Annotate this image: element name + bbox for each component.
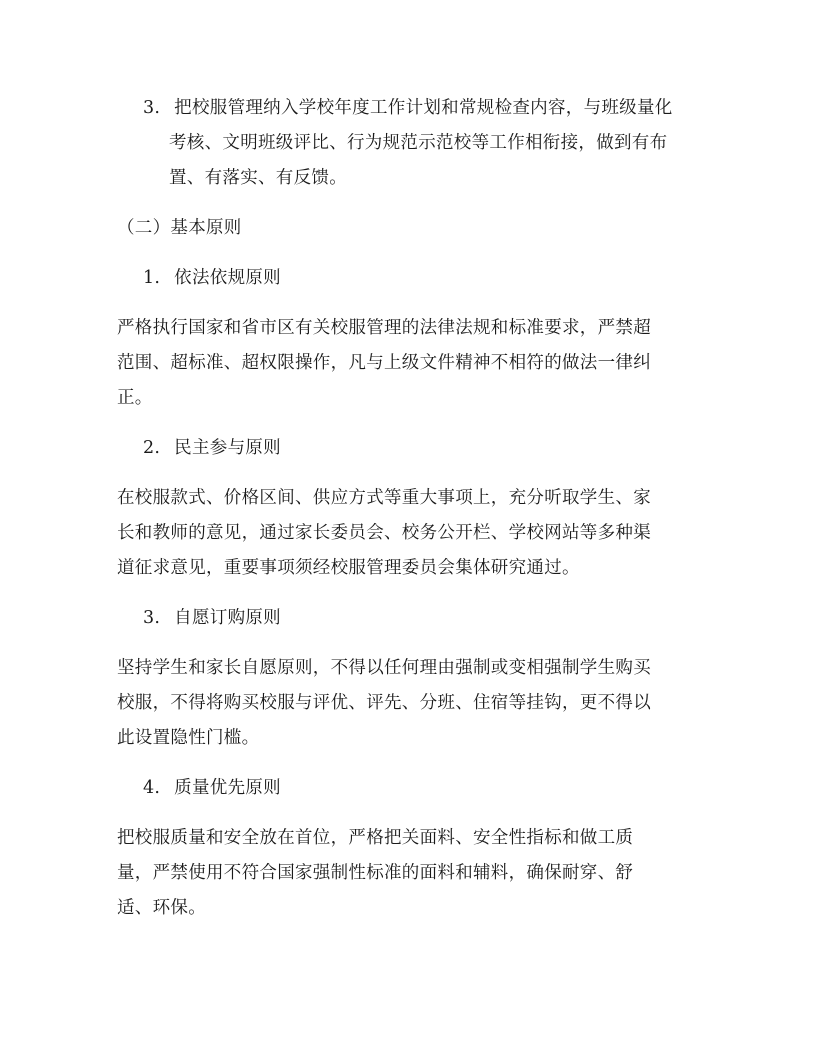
principle-1-line-2: 范围、超标准、超权限操作，凡与上级文件精神不相符的做法一律纠: [117, 353, 651, 373]
principle-1-number: 1.: [143, 268, 161, 288]
principle-4-title: [143, 780, 281, 798]
principle-2-number: 2.: [143, 438, 161, 458]
principle-1-title-text: 依法依规原则: [174, 268, 281, 288]
principle-4-line-1: 把校服质量和安全放在首位，严格把关面料、安全性指标和做工质: [117, 828, 634, 848]
principle-1-line-1: 严格执行国家和省市区有关校服管理的法律法规和标准要求，严禁超: [117, 318, 651, 338]
principle-3-title-text: 自愿订购原则: [174, 608, 281, 628]
principle-3-line-3: 此设置隐性门槛。: [117, 728, 260, 748]
principle-3-number: 3.: [143, 608, 161, 628]
principle-4-title-text: 质量优先原则: [174, 778, 281, 798]
principle-2-line-1: 在校服款式、价格区间、供应方式等重大事项上，充分听取学生、家: [117, 488, 651, 508]
item3-text-1: 把校服管理纳入学校年度工作计划和常规检查内容，与班级量化: [174, 98, 673, 118]
item3-line-1: [143, 100, 673, 118]
item3-number: 3.: [143, 98, 161, 118]
item3-line-3: 置、有落实、有反馈。: [169, 168, 347, 188]
principle-2-title-text: 民主参与原则: [174, 438, 281, 458]
principle-1-title: [143, 270, 281, 288]
principle-4-line-2: 量，严禁使用不符合国家强制性标准的面料和辅料，确保耐穿、舒: [117, 863, 634, 883]
principle-2-title: [143, 440, 281, 458]
principle-4-line-3: 适、环保。: [117, 898, 206, 918]
item3-line-2: 考核、文明班级评比、行为规范示范校等工作相衔接，做到有布: [169, 133, 668, 153]
principle-3-title: [143, 610, 281, 628]
principle-3-line-1: 坚持学生和家长自愿原则，不得以任何理由强制或变相强制学生购买: [117, 658, 651, 678]
principle-2-line-3: 道征求意见，重要事项须经校服管理委员会集体研究通过。: [117, 558, 580, 578]
principle-3-line-2: 校服，不得将购买校服与评优、评先、分班、住宿等挂钩，更不得以: [117, 693, 651, 713]
principle-4-number: 4.: [143, 778, 161, 798]
principle-2-line-2: 长和教师的意见，通过家长委员会、校务公开栏、学校网站等多种渠: [117, 523, 651, 543]
principle-1-line-3: 正。: [117, 388, 153, 408]
section-heading: （二）基本原则: [117, 218, 242, 238]
